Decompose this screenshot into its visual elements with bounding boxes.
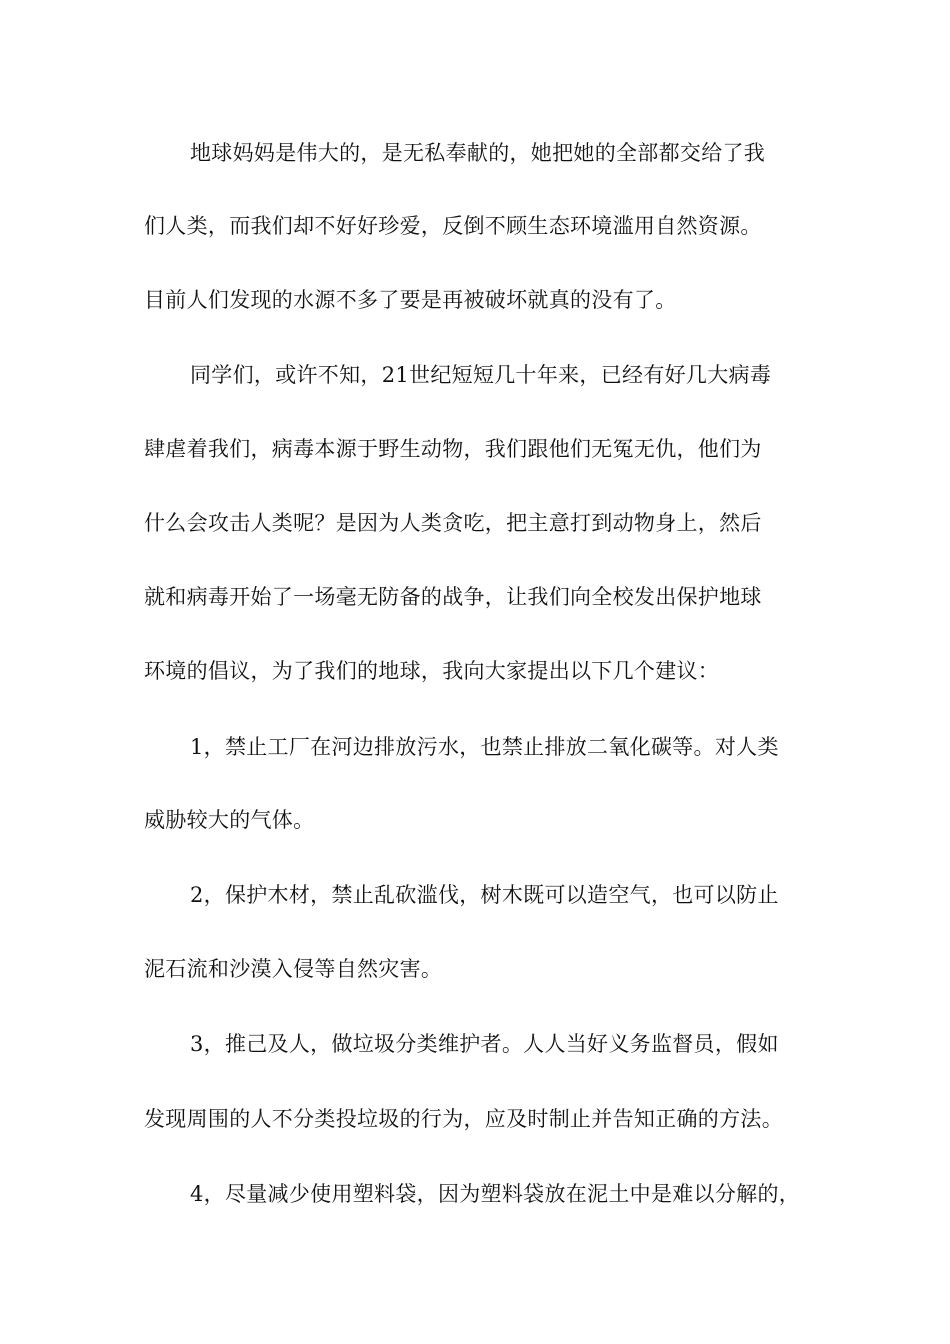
paragraph-1-line-2: 们人类，而我们却不好好珍爱，反倒不顾生态环境滥用自然资源。 <box>144 214 762 238</box>
paragraph-1-line-3: 目前人们发现的水源不多了要是再被破坏就真的没有了。 <box>144 288 677 312</box>
paragraph-2-line-2: 肆虐着我们，病毒本源于野生动物，我们跟他们无冤无仇，他们为 <box>144 437 762 461</box>
paragraph-2-line-5: 环境的倡议，为了我们的地球，我向大家提出以下几个建议： <box>144 659 720 683</box>
paragraph-1-line-1: 地球妈妈是伟大的，是无私奉献的，她把她的全部都交给了我 <box>190 141 766 165</box>
suggestion-3-line-2: 发现周围的人不分类投垃圾的行为，应及时制止并告知正确的方法。 <box>144 1107 783 1131</box>
suggestion-1-line-1: 1，禁止工厂在河边排放污水，也禁止排放二氧化碳等。对人类 <box>190 735 779 759</box>
suggestion-2-line-1: 2，保护木材，禁止乱砍滥伐，树木既可以造空气，也可以防止 <box>190 883 779 907</box>
paragraph-2-line-1: 同学们，或许不知，21世纪短短几十年来，已经有好几大病毒 <box>190 363 772 387</box>
suggestion-2-line-2: 泥石流和沙漠入侵等自然灾害。 <box>144 957 443 981</box>
paragraph-2-line-4: 就和病毒开始了一场毫无防备的战争，让我们向全校发出保护地球 <box>144 585 762 609</box>
paragraph-2-line-3: 什么会攻击人类呢？是因为人类贪吃，把主意打到动物身上，然后 <box>144 511 762 535</box>
suggestion-4-line-1: 4，尽量减少使用塑料袋，因为塑料袋放在泥土中是难以分解的， <box>190 1182 801 1206</box>
suggestion-3-line-1: 3，推己及人，做垃圾分类维护者。人人当好义务监督员，假如 <box>190 1032 779 1056</box>
suggestion-1-line-2: 威胁较大的气体。 <box>144 808 315 832</box>
